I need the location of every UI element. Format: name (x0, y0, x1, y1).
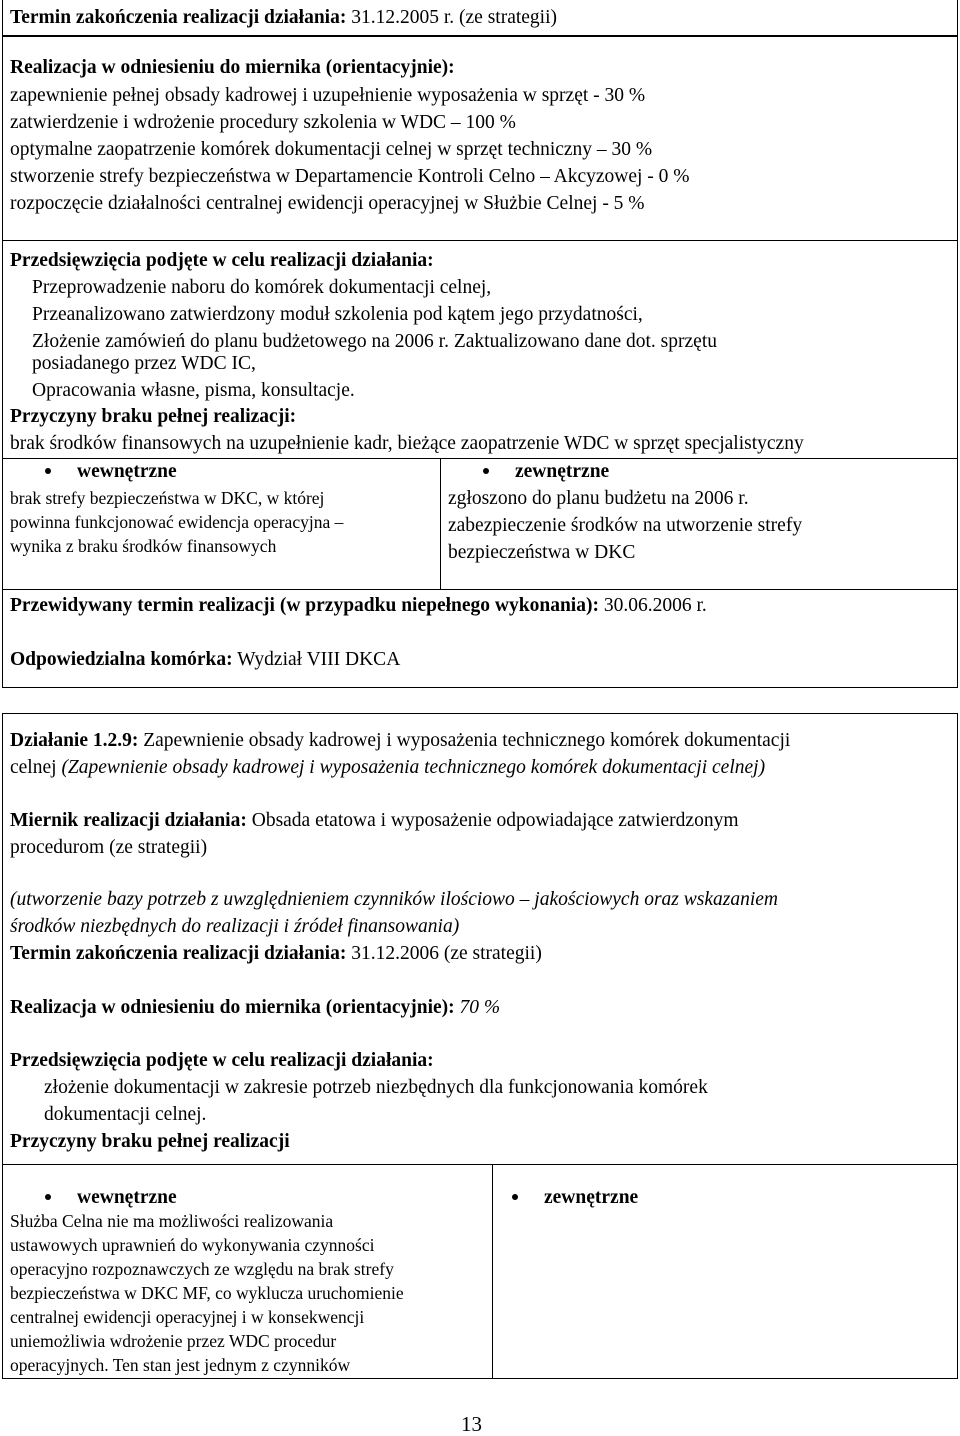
miernik-text: Obsada etatowa i wyposażenie odpowiadające zatwierdzonym (246, 810, 739, 831)
termin-2-label: Termin zakończenia realizacji działania: (10, 943, 347, 964)
odpowiedzialna-1-text (10, 648, 400, 671)
external-1-label: zewnętrzne (515, 461, 610, 482)
realizacja-1-heading: Realizacja w odniesieniu do miernika (orientacyjnie): (10, 57, 455, 78)
external-1-line: zabezpieczenie środków na utworzenie strefy (448, 515, 803, 536)
bullet-icon (483, 468, 489, 474)
przedsiewziecia-2-line: złożenie dokumentacji w zakresie potrzeb niezbędnych dla funkcjonowania komórek (44, 1077, 708, 1098)
realizacja-2-value: 70 % (454, 997, 501, 1018)
przewidywany-1-label: Przewidywany termin realizacji (w przypadku niepełnego wykonania): (10, 595, 599, 616)
external-2-label: zewnętrzne (544, 1187, 639, 1208)
przedsiewziecia-1-line: posiadanego przez WDC IC, (32, 353, 256, 374)
internal-1-line: brak strefy bezpieczeństwa w DKC, w której (10, 488, 325, 508)
przedsiewziecia-1-line: Opracowania własne, pisma, konsultacje. (32, 380, 355, 401)
odpowiedzialna-1-label: Odpowiedzialna komórka: (10, 649, 233, 670)
realizacja-1-line: optymalne zaopatrzenie komórek dokumentacji celnej w sprzęt techniczny – 30 % (10, 139, 653, 160)
dzialanie-line-1 (10, 729, 790, 752)
internal-2-heading (45, 1186, 177, 1209)
realizacja-1-line: zatwierdzenie i wdrożenie procedury szkolenia w WDC – 100 % (10, 112, 516, 133)
przedsiewziecia-1-line: Przeprowadzenie naboru do komórek dokumentacji celnej, (32, 277, 492, 298)
note-line: (utworzenie bazy potrzeb z uwzględnieniem czynników ilościowo – jakościowych oraz wskazaniem (10, 889, 779, 910)
internal-2-line: bezpieczeństwa w DKC MF, co wyklucza uruchomienie (10, 1283, 404, 1303)
przedsiewziecia-1-heading: Przedsięwzięcia podjęte w celu realizacji działania: (10, 250, 434, 271)
dzialanie-line2-start: celnej (10, 757, 62, 778)
bullet-icon (45, 468, 51, 474)
przewidywany-1-text (10, 594, 707, 617)
internal-2-line: operacyjnych. Ten stan jest jednym z czynników (10, 1355, 351, 1375)
internal-2-line: uniemożliwia wdrożenie przez WDC procedur (10, 1331, 337, 1351)
przyczyny-2-heading: Przyczyny braku pełnej realizacji (10, 1131, 290, 1152)
realizacja-2-text (10, 996, 500, 1019)
page-number: 13 (461, 1412, 482, 1436)
external-1-line: zgłoszono do planu budżetu na 2006 r. (448, 488, 749, 509)
dzialanie-line2-italic: (Zapewnienie obsady kadrowej i wyposażenia technicznego komórek dokumentacji celnej) (61, 757, 766, 778)
realizacja-1-line: rozpoczęcie działalności centralnej ewidencji operacyjnej w Służbie Celnej - 5 % (10, 193, 645, 214)
przyczyny-1-heading: Przyczyny braku pełnej realizacji: (10, 406, 297, 427)
internal-1-line: wynika z braku środków finansowych (10, 536, 277, 556)
przedsiewziecia-2-heading: Przedsięwzięcia podjęte w celu realizacji działania: (10, 1050, 434, 1071)
przyczyny-1-line: brak środków finansowych na uzupełnienie kadr, bieżące zaopatrzenie WDC w sprzęt specjalistyczny (10, 433, 804, 454)
termin-1-text (10, 6, 557, 29)
przewidywany-1-value: 30.06.2006 r. (598, 595, 707, 616)
dzialanie-text: Zapewnienie obsady kadrowej i wyposażenia technicznego komórek dokumentacji (138, 730, 791, 751)
internal-1-line: powinna funkcjonować ewidencja operacyjna – (10, 512, 344, 532)
miernik-line-2: procedurom (ze strategii) (10, 837, 208, 858)
miernik-line-1 (10, 809, 739, 832)
external-2-heading (512, 1186, 638, 1209)
realizacja-2-label: Realizacja w odniesieniu do miernika (orientacyjnie): (10, 997, 455, 1018)
odpowiedzialna-1-value: Wydział VIII DKCA (232, 649, 401, 670)
przedsiewziecia-1-line: Przeanalizowano zatwierdzony moduł szkolenia pod kątem jego przydatności, (32, 304, 643, 325)
dzialanie-line-2 (10, 756, 765, 779)
przedsiewziecia-1-line: Złożenie zamówień do planu budżetowego na 2006 r. Zaktualizowano dane dot. sprzętu (32, 331, 717, 352)
dzialanie-label: Działanie 1.2.9: (10, 730, 139, 751)
external-1-line: bezpieczeństwa w DKC (448, 542, 636, 563)
internal-2-label: wewnętrzne (77, 1187, 177, 1208)
termin-1-value: 31.12.2005 r. (ze strategii) (346, 7, 557, 28)
internal-2-line: operacyjno rozpoznawczych ze względu na brak strefy (10, 1259, 394, 1279)
bullet-icon (45, 1194, 51, 1200)
note-line: środków niezbędnych do realizacji i źródeł finansowania) (10, 916, 460, 937)
termin-2-text (10, 942, 542, 965)
realizacja-1-line: zapewnienie pełnej obsady kadrowej i uzupełnienie wyposażenia w sprzęt - 30 % (10, 85, 646, 106)
external-1-heading (483, 460, 609, 483)
internal-1-label: wewnętrzne (77, 461, 177, 482)
internal-2-line: Służba Celna nie ma możliwości realizowania (10, 1211, 334, 1231)
internal-1-heading (45, 460, 177, 483)
realizacja-1-line: stworzenie strefy bezpieczeństwa w Departamencie Kontroli Celno – Akcyzowej - 0 % (10, 166, 690, 187)
miernik-label: Miernik realizacji działania: (10, 810, 247, 831)
termin-2-value: 31.12.2006 (ze strategii) (346, 943, 542, 964)
bullet-icon (512, 1194, 518, 1200)
termin-1-label: Termin zakończenia realizacji działania: (10, 7, 347, 28)
przedsiewziecia-2-line: dokumentacji celnej. (44, 1104, 207, 1125)
internal-2-line: centralnej ewidencji operacyjnej i w konsekwencji (10, 1307, 365, 1327)
internal-2-line: ustawowych uprawnień do wykonywania czynności (10, 1235, 375, 1255)
